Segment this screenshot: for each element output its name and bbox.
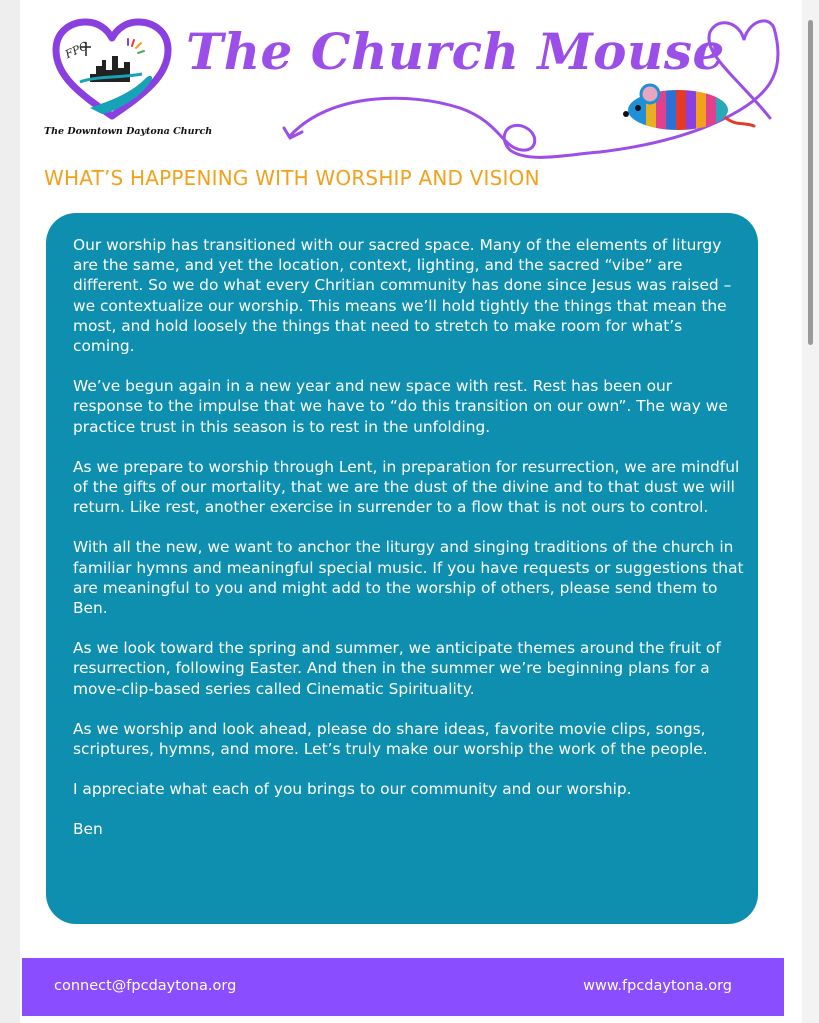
paragraph-7: I appreciate what each of you brings to our community and our worship. — [73, 780, 632, 799]
newsletter-title: The Church Mouse — [186, 22, 725, 81]
paragraph-6: As we worship and look ahead, please do share ideas, favorite movie clips, songs, scriptures, hymns, and more. Let’s truly make our worship the work of the people. — [73, 719, 708, 759]
paragraph-5: As we look toward the spring and summer, we anticipate themes around the fruit of resurrection, following Easter. And then in the summer we’re beginning plans for a move-clip-based series called Cinematic Spirituality. — [73, 639, 721, 698]
scrollbar-thumb[interactable] — [808, 20, 813, 345]
paragraph-4: With all the new, we want to anchor the liturgy and singing traditions of the church in familiar hymns and meaningful special music. If you have requests or suggestions that are meaningful to you and might add to the worship of others, please send them to Ben. — [73, 538, 744, 618]
mouse-icon — [618, 82, 758, 138]
org-name: The Downtown Daytona Church — [44, 126, 213, 137]
signature: Ben — [73, 820, 103, 839]
website-link[interactable]: www.fpcdaytona.org — [583, 978, 732, 994]
paragraph-2: We’ve begun again in a new year and new space with rest. Rest has been our response to the impulse that we have to “do this transition on our own”. The way we practice trust in this season is to rest in the unfolding. — [73, 377, 728, 436]
paragraph-3: As we prepare to worship through Lent, in preparation for resurrection, we are mindful of the gifts of our mortality, that we are the dust of the divine and to that dust we will return. Like rest, another exercise in surrender to a flow that is not ours to control. — [73, 457, 740, 517]
church-logo-icon — [50, 16, 175, 124]
content-box — [46, 213, 758, 924]
footer-bar — [22, 958, 784, 1016]
svg-text:FPC: FPC — [63, 39, 90, 62]
paragraph-1: Our worship has transitioned with our sacred space. Many of the elements of liturgy are the same, and yet the location, context, lighting, and the sacred “vibe” are different. So we do what every Chritian community has done since Jesus was raised – we contextualize our worship. This means we’ll hold tightly the things that mean the most, and hold loosely the things that need to stretch to make room for what’s coming. — [73, 236, 732, 356]
section-heading: WHAT’S HAPPENING WITH WORSHIP AND VISION — [44, 166, 540, 190]
email-link[interactable]: connect@fpcdaytona.org — [54, 978, 237, 994]
scrollbar-track[interactable] — [802, 0, 819, 1023]
